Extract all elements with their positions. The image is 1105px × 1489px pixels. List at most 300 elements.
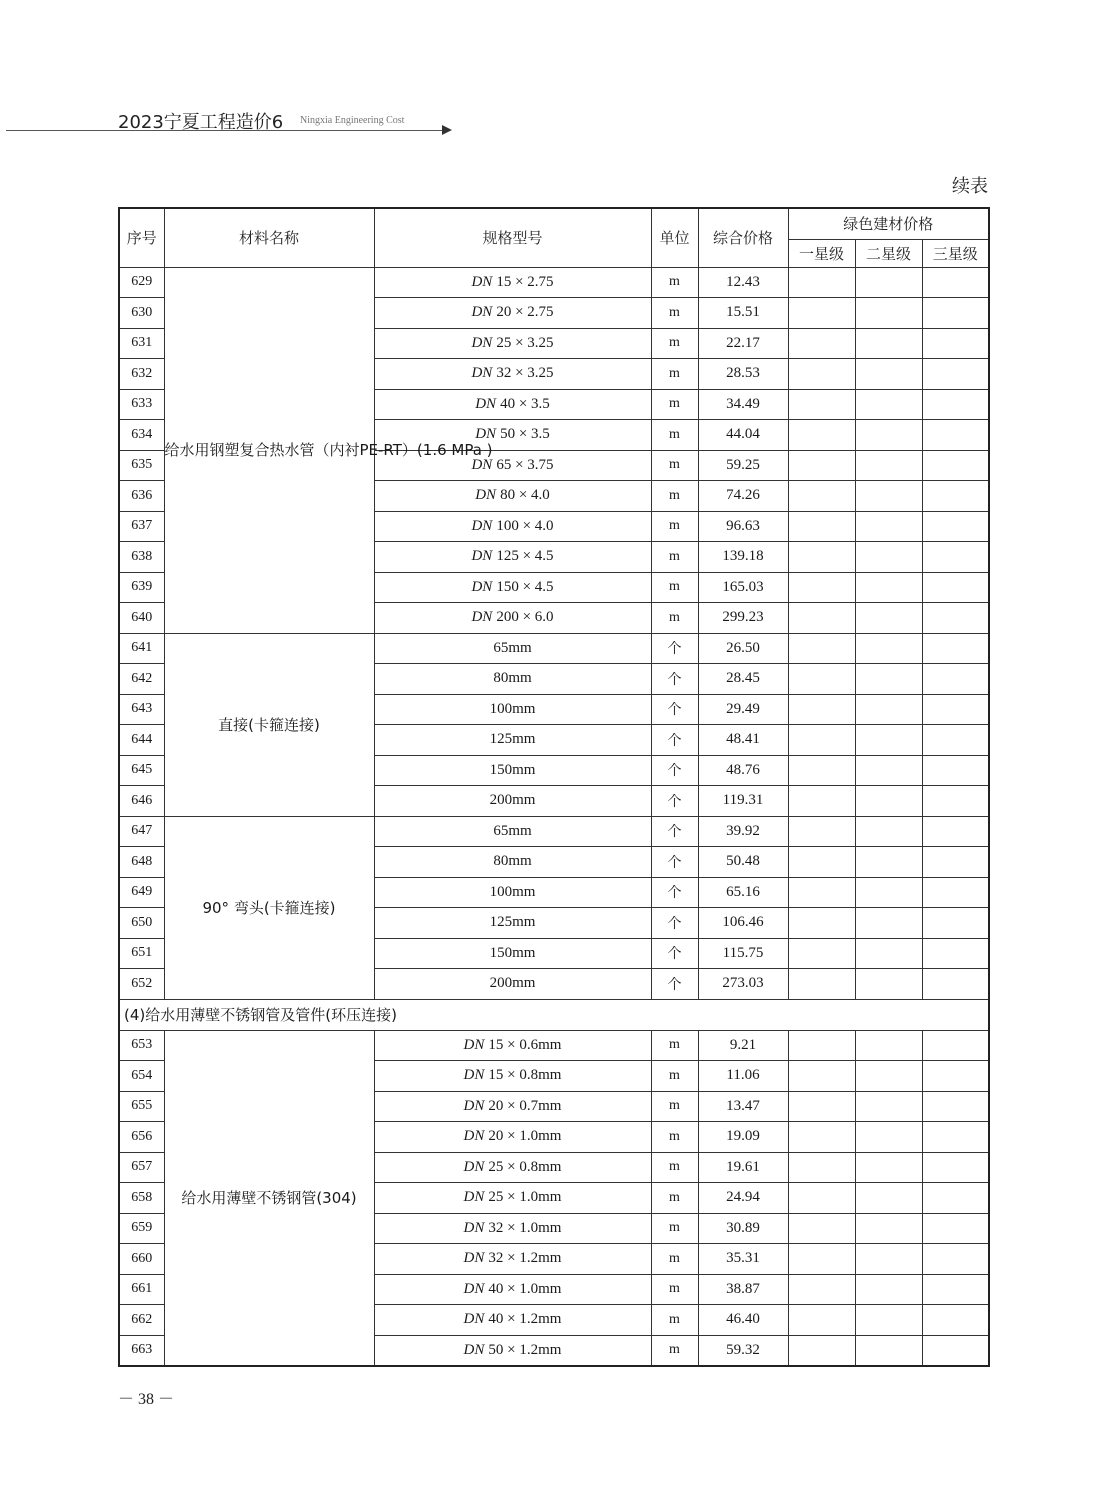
row-seq: 639 [119, 572, 164, 603]
spec-cell [374, 1335, 651, 1366]
green-star1-cell [788, 938, 855, 969]
row-seq: 638 [119, 542, 164, 573]
green-star3-cell [922, 389, 989, 420]
row-unit: m [651, 1274, 698, 1305]
green-star1-cell [788, 1274, 855, 1305]
spec-cell [374, 1183, 651, 1214]
spec-cell [374, 359, 651, 390]
row-price: 39.92 [698, 816, 788, 847]
spec-value: 65mm [493, 822, 532, 839]
spec-cell [374, 603, 651, 634]
green-star1-cell [788, 877, 855, 908]
green-star1-cell [788, 542, 855, 573]
spec-cell [374, 1244, 651, 1275]
green-star3-cell [922, 298, 989, 329]
spec-cell [374, 633, 651, 664]
green-star1-cell [788, 694, 855, 725]
row-seq: 646 [119, 786, 164, 817]
row-unit: m [651, 1183, 698, 1214]
material-name: 90° 弯头(卡箍连接) [164, 816, 374, 999]
row-price: 34.49 [698, 389, 788, 420]
spec-cell [374, 664, 651, 695]
spec-value: 200 × 6.0 [496, 609, 554, 626]
green-star2-cell [855, 1061, 922, 1092]
section-title: (4)给水用薄壁不锈钢管及管件(环压连接) [119, 999, 989, 1030]
spec-dn-prefix: DN [475, 395, 497, 412]
row-price: 15.51 [698, 298, 788, 329]
spec-value: 40 × 1.2mm [488, 1311, 562, 1328]
page-number: － 38 － [118, 1391, 175, 1408]
green-star1-cell [788, 1305, 855, 1336]
spec-value: 65 × 3.75 [496, 456, 554, 473]
spec-value: 20 × 1.0mm [488, 1128, 562, 1145]
col-header-seq: 序号 [119, 208, 164, 267]
row-seq: 648 [119, 847, 164, 878]
green-star2-cell [855, 603, 922, 634]
price-table [118, 207, 990, 1367]
row-price: 165.03 [698, 572, 788, 603]
spec-value: 50 × 3.5 [500, 426, 550, 443]
spec-dn-prefix: DN [471, 304, 493, 321]
green-star2-cell [855, 755, 922, 786]
row-seq: 645 [119, 755, 164, 786]
row-price: 299.23 [698, 603, 788, 634]
row-unit: m [651, 1244, 698, 1275]
row-unit: m [651, 481, 698, 512]
green-star2-cell [855, 908, 922, 939]
table-row [119, 633, 989, 664]
col-header-green-price: 绿色建材价格 [788, 208, 989, 239]
spec-dn-prefix: DN [463, 1067, 485, 1084]
spec-cell [374, 786, 651, 817]
green-star3-cell [922, 755, 989, 786]
green-star1-cell [788, 481, 855, 512]
continued-table-label: 续表 [952, 176, 988, 197]
spec-dn-prefix: DN [471, 517, 493, 534]
row-price: 26.50 [698, 633, 788, 664]
row-price: 65.16 [698, 877, 788, 908]
green-star3-cell [922, 1061, 989, 1092]
green-star3-cell [922, 1152, 989, 1183]
row-unit: 个 [651, 725, 698, 756]
row-seq: 651 [119, 938, 164, 969]
spec-value: 80mm [493, 670, 532, 687]
row-price: 30.89 [698, 1213, 788, 1244]
row-seq: 642 [119, 664, 164, 695]
green-star2-cell [855, 1274, 922, 1305]
row-seq: 647 [119, 816, 164, 847]
green-star1-cell [788, 633, 855, 664]
row-seq: 630 [119, 298, 164, 329]
spec-value: 15 × 2.75 [496, 273, 554, 290]
green-star3-cell [922, 1122, 989, 1153]
spec-cell [374, 1061, 651, 1092]
journal-title: 2023宁夏工程造价6 [118, 112, 284, 133]
spec-dn-prefix: DN [471, 578, 493, 595]
row-unit: 个 [651, 664, 698, 695]
row-unit: m [651, 511, 698, 542]
row-seq: 631 [119, 328, 164, 359]
green-star3-cell [922, 847, 989, 878]
spec-cell [374, 542, 651, 573]
spec-cell [374, 481, 651, 512]
spec-value: 125 × 4.5 [496, 548, 554, 565]
row-price: 273.03 [698, 969, 788, 1000]
green-star1-cell [788, 267, 855, 298]
row-price: 22.17 [698, 328, 788, 359]
row-price: 115.75 [698, 938, 788, 969]
row-seq: 632 [119, 359, 164, 390]
row-seq: 649 [119, 877, 164, 908]
green-star3-cell [922, 481, 989, 512]
spec-dn-prefix: DN [475, 487, 497, 504]
spec-value: 40 × 3.5 [500, 395, 550, 412]
green-star1-cell [788, 420, 855, 451]
green-star2-cell [855, 694, 922, 725]
row-unit: 个 [651, 969, 698, 1000]
spec-cell [374, 1274, 651, 1305]
row-price: 59.32 [698, 1335, 788, 1366]
spec-value: 32 × 1.2mm [488, 1250, 562, 1267]
row-seq: 658 [119, 1183, 164, 1214]
spec-cell [374, 267, 651, 298]
material-name: 给水用薄壁不锈钢管(304) [164, 1030, 374, 1366]
row-unit: m [651, 389, 698, 420]
spec-value: 80mm [493, 853, 532, 870]
table-row [119, 1030, 989, 1061]
green-star2-cell [855, 1213, 922, 1244]
spec-value: 15 × 0.6mm [488, 1036, 562, 1053]
spec-cell [374, 1091, 651, 1122]
green-star1-cell [788, 572, 855, 603]
spec-dn-prefix: DN [463, 1219, 485, 1236]
spec-cell [374, 328, 651, 359]
spec-cell [374, 511, 651, 542]
green-star3-cell [922, 359, 989, 390]
row-seq: 661 [119, 1274, 164, 1305]
spec-cell [374, 877, 651, 908]
row-unit: m [651, 1122, 698, 1153]
row-seq: 654 [119, 1061, 164, 1092]
row-seq: 635 [119, 450, 164, 481]
row-price: 44.04 [698, 420, 788, 451]
row-unit: 个 [651, 694, 698, 725]
row-seq: 644 [119, 725, 164, 756]
green-star2-cell [855, 572, 922, 603]
col-header-star1: 一星级 [788, 239, 855, 267]
green-star2-cell [855, 1244, 922, 1275]
green-star1-cell [788, 328, 855, 359]
row-price: 74.26 [698, 481, 788, 512]
green-star3-cell [922, 1030, 989, 1061]
green-star2-cell [855, 1335, 922, 1366]
row-unit: m [651, 328, 698, 359]
green-star3-cell [922, 786, 989, 817]
row-price: 119.31 [698, 786, 788, 817]
green-star3-cell [922, 450, 989, 481]
spec-dn-prefix: DN [463, 1280, 485, 1297]
row-unit: 个 [651, 633, 698, 664]
spec-cell [374, 572, 651, 603]
spec-dn-prefix: DN [471, 334, 493, 351]
spec-dn-prefix: DN [463, 1097, 485, 1114]
row-price: 19.61 [698, 1152, 788, 1183]
row-seq: 650 [119, 908, 164, 939]
spec-value: 32 × 1.0mm [488, 1219, 562, 1236]
green-star1-cell [788, 725, 855, 756]
spec-cell [374, 694, 651, 725]
row-seq: 643 [119, 694, 164, 725]
spec-value: 150mm [489, 761, 536, 778]
green-star3-cell [922, 969, 989, 1000]
green-star3-cell [922, 1274, 989, 1305]
spec-cell [374, 1305, 651, 1336]
green-star2-cell [855, 542, 922, 573]
row-price: 35.31 [698, 1244, 788, 1275]
green-star2-cell [855, 633, 922, 664]
green-star1-cell [788, 755, 855, 786]
green-star3-cell [922, 1183, 989, 1214]
table-row [119, 816, 989, 847]
green-star2-cell [855, 816, 922, 847]
row-price: 13.47 [698, 1091, 788, 1122]
row-seq: 640 [119, 603, 164, 634]
row-price: 12.43 [698, 267, 788, 298]
spec-value: 200mm [489, 792, 536, 809]
green-star2-cell [855, 1183, 922, 1214]
section-row [119, 999, 989, 1030]
green-star2-cell [855, 1091, 922, 1122]
spec-dn-prefix: DN [475, 426, 497, 443]
row-unit: 个 [651, 755, 698, 786]
journal-subtitle: Ningxia Engineering Cost [300, 115, 405, 126]
green-star2-cell [855, 450, 922, 481]
col-header-star2: 二星级 [855, 239, 922, 267]
green-star1-cell [788, 1183, 855, 1214]
green-star1-cell [788, 1061, 855, 1092]
green-star2-cell [855, 1122, 922, 1153]
green-star1-cell [788, 816, 855, 847]
green-star3-cell [922, 1244, 989, 1275]
row-price: 38.87 [698, 1274, 788, 1305]
green-star2-cell [855, 1030, 922, 1061]
row-unit: m [651, 1213, 698, 1244]
green-star3-cell [922, 328, 989, 359]
spec-cell [374, 755, 651, 786]
green-star3-cell [922, 664, 989, 695]
row-unit: m [651, 420, 698, 451]
green-star1-cell [788, 908, 855, 939]
green-star2-cell [855, 664, 922, 695]
green-star3-cell [922, 511, 989, 542]
green-star2-cell [855, 847, 922, 878]
row-seq: 634 [119, 420, 164, 451]
table-row [119, 267, 989, 298]
spec-cell [374, 816, 651, 847]
row-seq: 633 [119, 389, 164, 420]
spec-cell [374, 1030, 651, 1061]
green-star3-cell [922, 1335, 989, 1366]
row-seq: 655 [119, 1091, 164, 1122]
spec-value: 25 × 3.25 [496, 334, 554, 351]
spec-dn-prefix: DN [463, 1250, 485, 1267]
row-price: 106.46 [698, 908, 788, 939]
spec-dn-prefix: DN [471, 365, 493, 382]
row-unit: m [651, 298, 698, 329]
spec-cell [374, 389, 651, 420]
green-star1-cell [788, 1091, 855, 1122]
row-unit: m [651, 1152, 698, 1183]
green-star1-cell [788, 450, 855, 481]
spec-dn-prefix: DN [463, 1189, 485, 1206]
spec-cell [374, 847, 651, 878]
green-star2-cell [855, 938, 922, 969]
green-star1-cell [788, 359, 855, 390]
row-price: 11.06 [698, 1061, 788, 1092]
spec-dn-prefix: DN [463, 1341, 485, 1358]
row-unit: m [651, 1061, 698, 1092]
row-unit: 个 [651, 786, 698, 817]
green-star2-cell [855, 420, 922, 451]
green-star1-cell [788, 511, 855, 542]
green-star3-cell [922, 877, 989, 908]
spec-value: 200mm [489, 975, 536, 992]
green-star3-cell [922, 603, 989, 634]
row-unit: m [651, 267, 698, 298]
row-price: 9.21 [698, 1030, 788, 1061]
row-seq: 637 [119, 511, 164, 542]
green-star1-cell [788, 786, 855, 817]
spec-dn-prefix: DN [471, 609, 493, 626]
green-star2-cell [855, 969, 922, 1000]
spec-value: 32 × 3.25 [496, 365, 554, 382]
green-star3-cell [922, 267, 989, 298]
spec-dn-prefix: DN [471, 456, 493, 473]
spec-value: 100mm [489, 883, 536, 900]
green-star2-cell [855, 877, 922, 908]
green-star3-cell [922, 816, 989, 847]
spec-value: 25 × 1.0mm [488, 1189, 562, 1206]
col-header-price: 综合价格 [698, 208, 788, 267]
spec-cell [374, 908, 651, 939]
spec-value: 40 × 1.0mm [488, 1280, 562, 1297]
green-star1-cell [788, 1244, 855, 1275]
spec-dn-prefix: DN [463, 1036, 485, 1053]
table-body [119, 267, 989, 1366]
page-header [0, 104, 460, 138]
green-star2-cell [855, 1305, 922, 1336]
col-header-spec: 规格型号 [374, 208, 651, 267]
spec-value: 20 × 0.7mm [488, 1097, 562, 1114]
green-star3-cell [922, 1091, 989, 1122]
row-unit: 个 [651, 816, 698, 847]
row-seq: 656 [119, 1122, 164, 1153]
green-star3-cell [922, 572, 989, 603]
row-unit: 个 [651, 908, 698, 939]
spec-cell [374, 725, 651, 756]
row-price: 48.76 [698, 755, 788, 786]
col-header-star3: 三星级 [922, 239, 989, 267]
row-seq: 660 [119, 1244, 164, 1275]
row-seq: 657 [119, 1152, 164, 1183]
row-unit: m [651, 1091, 698, 1122]
green-star2-cell [855, 389, 922, 420]
spec-value: 150 × 4.5 [496, 578, 554, 595]
green-star2-cell [855, 298, 922, 329]
header-row [119, 208, 989, 239]
spec-dn-prefix: DN [463, 1128, 485, 1145]
green-star2-cell [855, 1152, 922, 1183]
row-unit: 个 [651, 938, 698, 969]
row-seq: 663 [119, 1335, 164, 1366]
spec-value: 100 × 4.0 [496, 517, 554, 534]
green-star1-cell [788, 389, 855, 420]
row-seq: 636 [119, 481, 164, 512]
row-price: 59.25 [698, 450, 788, 481]
green-star1-cell [788, 664, 855, 695]
spec-dn-prefix: DN [471, 548, 493, 565]
row-unit: m [651, 1030, 698, 1061]
row-price: 29.49 [698, 694, 788, 725]
col-header-name: 材料名称 [164, 208, 374, 267]
row-unit: m [651, 450, 698, 481]
green-star2-cell [855, 481, 922, 512]
green-star1-cell [788, 1335, 855, 1366]
green-star2-cell [855, 359, 922, 390]
green-star1-cell [788, 298, 855, 329]
row-price: 28.45 [698, 664, 788, 695]
green-star2-cell [855, 267, 922, 298]
row-unit: 个 [651, 847, 698, 878]
spec-dn-prefix: DN [471, 273, 493, 290]
spec-value: 25 × 0.8mm [488, 1158, 562, 1175]
green-star3-cell [922, 633, 989, 664]
spec-dn-prefix: DN [463, 1158, 485, 1175]
spec-value: 150mm [489, 944, 536, 961]
row-price: 19.09 [698, 1122, 788, 1153]
row-seq: 662 [119, 1305, 164, 1336]
green-star1-cell [788, 847, 855, 878]
spec-cell [374, 1213, 651, 1244]
spec-value: 50 × 1.2mm [488, 1341, 562, 1358]
spec-value: 125mm [489, 914, 536, 931]
row-seq: 659 [119, 1213, 164, 1244]
green-star2-cell [855, 328, 922, 359]
green-star2-cell [855, 725, 922, 756]
col-header-unit: 单位 [651, 208, 698, 267]
row-seq: 652 [119, 969, 164, 1000]
material-name: 直接(卡箍连接) [164, 633, 374, 816]
green-star1-cell [788, 1030, 855, 1061]
row-unit: m [651, 359, 698, 390]
green-star1-cell [788, 1213, 855, 1244]
row-seq: 653 [119, 1030, 164, 1061]
spec-value: 125mm [489, 731, 536, 748]
row-unit: m [651, 542, 698, 573]
arrow-icon [442, 125, 452, 135]
green-star1-cell [788, 603, 855, 634]
row-price: 46.40 [698, 1305, 788, 1336]
spec-cell [374, 1122, 651, 1153]
material-name: 给水用钢塑复合热水管（内衬PE-RT）(1.6 MPa ) [164, 267, 374, 633]
row-price: 24.94 [698, 1183, 788, 1214]
spec-value: 65mm [493, 639, 532, 656]
green-star3-cell [922, 420, 989, 451]
header-rule [6, 130, 446, 131]
spec-value: 80 × 4.0 [500, 487, 550, 504]
spec-cell [374, 1152, 651, 1183]
green-star3-cell [922, 1305, 989, 1336]
